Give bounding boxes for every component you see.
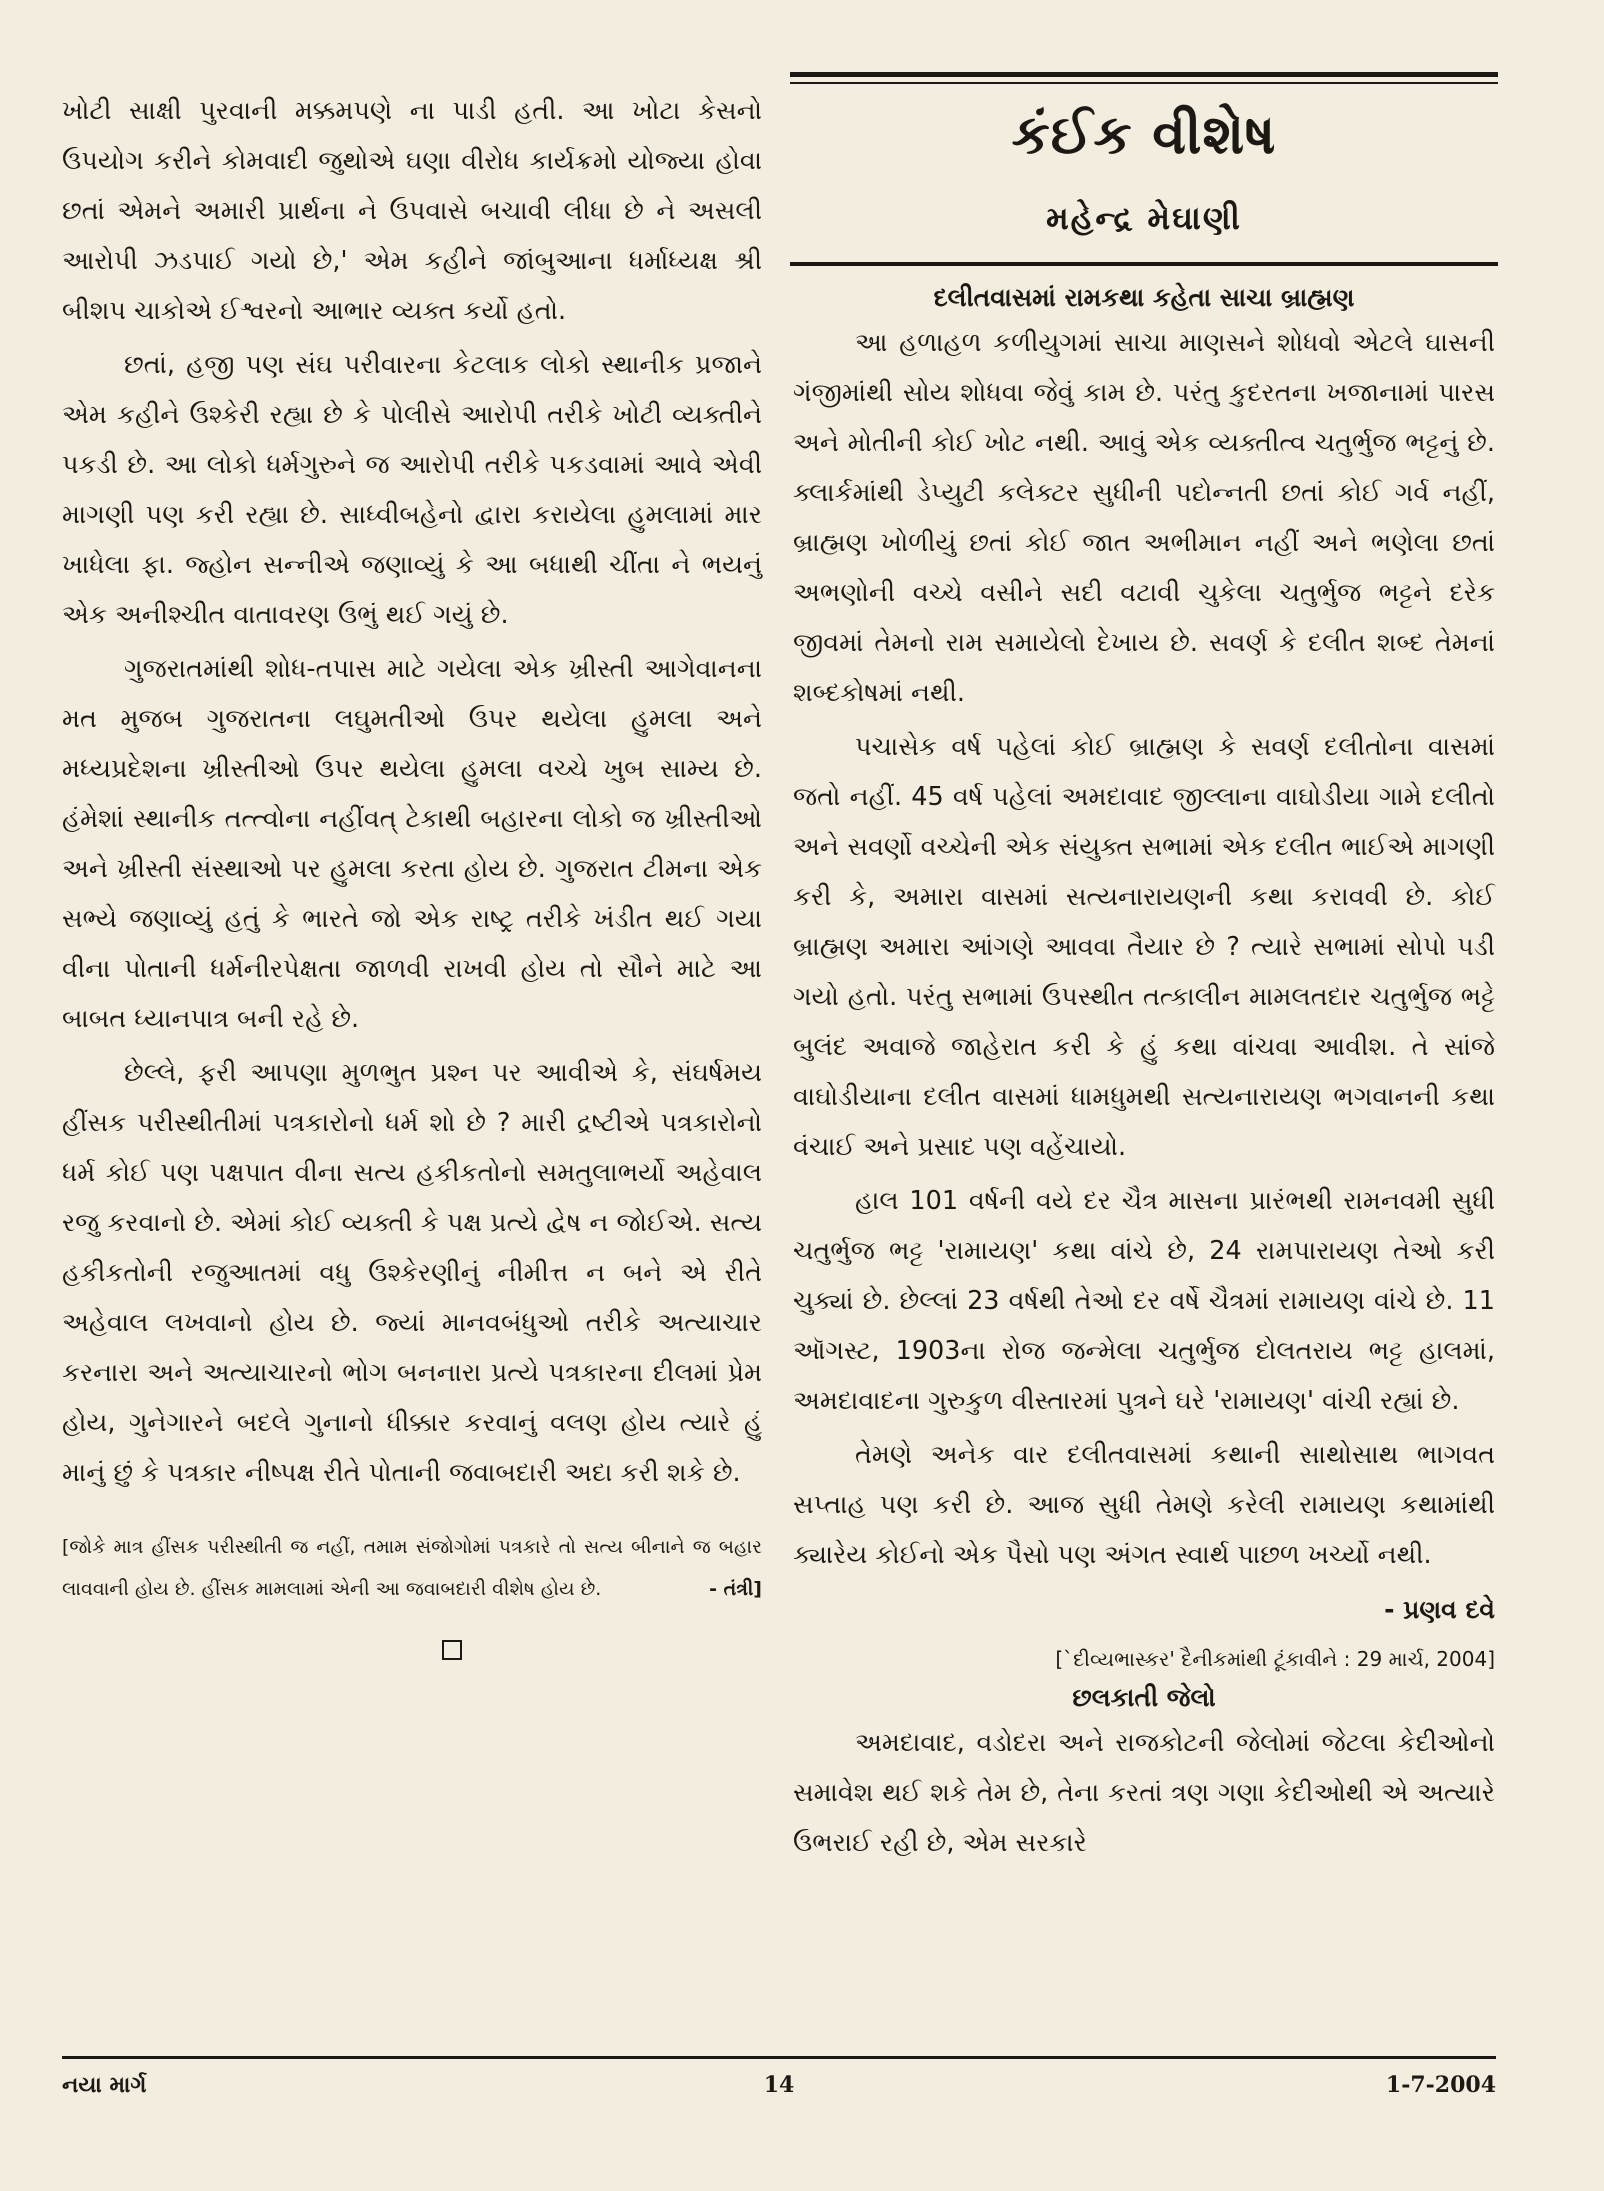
author-bottom-rule <box>790 262 1498 266</box>
paragraph: છતાં, હજી પણ સંઘ પરીવારના કેટલાક લોકો સ્થાનીક પ્રજાને એમ કહીને ઉશ્કેરી રહ્યા છે કે પોલીસે આરોપી તરીકે ખોટી વ્યક્તીને પકડી છે. આ લોકો ધર્મગુરુને જ આરોપી તરીકે પકડવામાં આવે એવી માગણી પણ કરી રહ્યા છે. સાધ્વીબહેનો દ્વારા કરાયેલા હુમલામાં માર ખાધેલા ફા. જ્હોન સન્નીએ જણાવ્યું કે આ બધાથી ચીંતા ને ભયનું એક અનીશ્ચીત વાતાવરણ ઉભું થઈ ગયું છે. <box>62 350 762 630</box>
left-column <box>62 86 762 1660</box>
magazine-name: નયા માર્ગ <box>62 2072 147 2098</box>
paragraph: અમદાવાદ, વડોદરા અને રાજકોટની જેલોમાં જેટલા કેદીઓનો સમાવેશ થઈ શકે તેમ છે, તેના કરતાં ત્રણ ગણા કેદીઓથી એ અત્યારે ઉભરાઈ રહી છે, એમ સરકારે <box>793 1728 1495 1858</box>
article-source: [`દીવ્યભાસ્કર' દૈનીકમાંથી ટૂંકાવીને : 29 માર્ચ, 2004] <box>1055 1647 1495 1671</box>
title-top-rule-thin <box>790 82 1498 84</box>
paragraph: તેમણે અનેક વાર દલીતવાસમાં કથાની સાથોસાથ ભાગવત સપ્તાહ પણ કરી છે. આજ સુધી તેમણે કરેલી રામાયણ કથામાંથી ક્યારેય કોઈનો એક પૈસો પણ અંગત સ્વાર્થ પાછળ ખર્ચ્યો નથી. <box>793 1440 1495 1570</box>
issue-date: 1-7-2004 <box>1385 2072 1496 2098</box>
title-top-rule <box>790 72 1498 77</box>
editor-signature: - તંત્રી] <box>709 1578 762 1600</box>
paragraph: પચાસેક વર્ષ પહેલાં કોઈ બ્રાહ્મણ કે સવર્ણ દલીતોના વાસમાં જતો નહીં. 45 વર્ષ પહેલાં અમદાવાદ જીલ્લાના વાઘોડીયા ગામે દલીતો અને સવર્ણો વચ્ચેની એક સંયુક્ત સભામાં એક દલીત ભાઈએ માગણી કરી કે, અમારા વાસમાં સત્યનારાયણની કથા કરાવવી છે. કોઈ બ્રાહ્મણ અમારા આંગણે આવવા તૈયાર છે ? ત્યારે સભામાં સોપો પડી ગયો હતો. પરંતુ સભામાં ઉપસ્થીત તત્કાલીન મામલતદાર ચતુર્ભુજ ભટ્ટે બુલંદ અવાજે જાહેરાત કરી કે હું કથા વાંચવા આવીશ. તે સાંજે વાઘોડીયાના દલીત વાસમાં ધામધુમથી સત્યનારાયણ ભગવાનની કથા વંચાઈ અને પ્રસાદ પણ વહેંચાયો. <box>793 732 1495 1162</box>
paragraph: આ હળાહળ કળીયુગમાં સાચા માણસને શોધવો એટલે ઘાસની ગંજીમાંથી સોય શોધવા જેવું કામ છે. પરંતુ કુદરતના ખજાનામાં પારસ અને મોતીની કોઈ ખોટ નથી. આવું એક વ્યક્તીત્વ ચતુર્ભુજ ભટ્ટનું છે. ક્લાર્કમાંથી ડેપ્યુટી કલેક્ટર સુધીની પદોન્નતી છતાં કોઈ ગર્વ નહીં, બ્રાહ્મણ ખોળીયું છતાં કોઈ જાત અભીમાન નહીં અને ભણેલા છતાં અભણોની વચ્ચે વસીને સદી વટાવી ચુકેલા ચતુર્ભુજ ભટ્ટને દરેક જીવમાં તેમનો રામ સમાયેલો દેખાય છે. સવર્ણ કે દલીત શબ્દ તેમનાં શબ્દકોષમાં નથી. <box>793 328 1495 708</box>
section-title: કંઈક વીશેષ <box>1011 103 1277 166</box>
paragraph: હાલ 101 વર્ષની વયે દર ચૈત્ર માસના પ્રારંભથી રામનવમી સુધી ચતુર્ભુજ ભટ્ટ 'રામાયણ' કથા વાંચે છે, 24 રામપારાયણ તેઓ કરી ચુક્યાં છે. છેલ્લાં 23 વર્ષથી તેઓ દર વર્ષે ચૈત્રમાં રામાયણ વાંચે છે. 11 ઑગસ્ટ, 1903ના રોજ જન્મેલા ચતુર્ભુજ દોલતરાય ભટ્ટ હાલમાં, અમદાવાદના ગુરુકુળ વીસ્તારમાં પુત્રને ઘરે 'રામાયણ' વાંચી રહ્યાં છે. <box>793 1186 1495 1416</box>
editor-note <box>62 1526 762 1610</box>
end-mark-icon <box>442 1640 462 1660</box>
article-headline: દલીતવાસમાં રામકથા કહેતા સાચા બ્રાહ્મણ <box>933 283 1355 312</box>
paragraph: ખોટી સાક્ષી પુરવાની મક્કમપણે ના પાડી હતી. આ ખોટા કેસનો ઉપયોગ કરીને કોમવાદી જુથોએ ઘણા વીરોધ કાર્યક્રમો યોજ્યા હોવા છતાં એમને અમારી પ્રાર્થના ને ઉપવાસે બચાવી લીધા છે ને અસલી આરોપી ઝડપાઈ ગયો છે,' એમ કહીને જાંબુઆના ધર્માધ્યક્ષ શ્રી બીશપ ચાકોએ ઈશ્વરનો આભાર વ્યક્ત કર્યો હતો. <box>62 96 762 326</box>
paragraph: ગુજરાતમાંથી શોધ-તપાસ માટે ગયેલા એક ખ્રીસ્તી આગેવાનના મત મુજબ ગુજરાતના લઘુમતીઓ ઉપર થયેલા હુમલા અને મધ્યપ્રદેશના ખ્રીસ્તીઓ ઉપર થયેલા હુમલા વચ્ચે ખુબ સામ્ય છે. હંમેશાં સ્થાનીક તત્ત્વોના નહીંવત્ ટેકાથી બહારના લોકો જ ખ્રીસ્તીઓ અને ખ્રીસ્તી સંસ્થાઓ પર હુમલા કરતા હોય છે. ગુજરાત ટીમના એક સભ્યે જણાવ્યું હતું કે ભારતે જો એક રાષ્ટ્ર તરીકે ખંડીત થઈ ગયા વીના પોતાની ધર્મનીરપેક્ષતા જાળવી રાખવી હોય તો સૌને માટે આ બાબત ધ્યાનપાત્ર બની રહે છે. <box>62 654 762 1034</box>
article-byline: - પ્રણવ દવે <box>1384 1595 1495 1624</box>
page-number: 14 <box>763 2072 795 2098</box>
article-headline: છલકાતી જેલો <box>1072 1683 1216 1712</box>
right-column <box>793 86 1495 1868</box>
paragraph: છેલ્લે, ફરી આપણા મુળભુત પ્રશ્ન પર આવીએ કે, સંઘર્ષમય હીંસક પરીસ્થીતીમાં પત્રકારોનો ધર્મ શો છે ? મારી દ્રષ્ટીએ પત્રકારોનો ધર્મ કોઈ પણ પક્ષપાત વીના સત્ય હકીકતોનો સમતુલાભર્યો અહેવાલ રજુ કરવાનો છે. એમાં કોઈ વ્યક્તી કે પક્ષ પ્રત્યે દ્વેષ ન જોઈએ. સત્ય હકીકતોની રજુઆતમાં વધુ ઉશ્કેરણીનું નીમીત્ત ન બને એ રીતે અહેવાલ લખવાનો હોય છે. જ્યાં માનવબંધુઓ તરીકે અત્યાચાર કરનારા અને અત્યાચારનો ભોગ બનનારા પ્રત્યે પત્રકારના દીલમાં પ્રેમ હોય, ગુનેગારને બદલે ગુનાનો ધીક્કાર કરવાનું વલણ હોય ત્યારે હું માનું છું કે પત્રકાર નીષ્પક્ષ રીતે પોતાની જવાબદારી અદા કરી શકે છે. <box>62 1058 762 1488</box>
author-name: મહેન્દ્ર મેઘાણી <box>1046 199 1242 237</box>
editor-note-text: [જોકે માત્ર હીંસક પરીસ્થીતી જ નહીં, તમામ સંજોગોમાં પત્રકારે તો સત્ય બીનાને જ બહાર લાવવાની હોય છે. હીંસક મામલામાં એની આ જવાબદારી વીશેષ હોય છે. <box>62 1536 762 1600</box>
footer-rule <box>62 2056 1496 2059</box>
